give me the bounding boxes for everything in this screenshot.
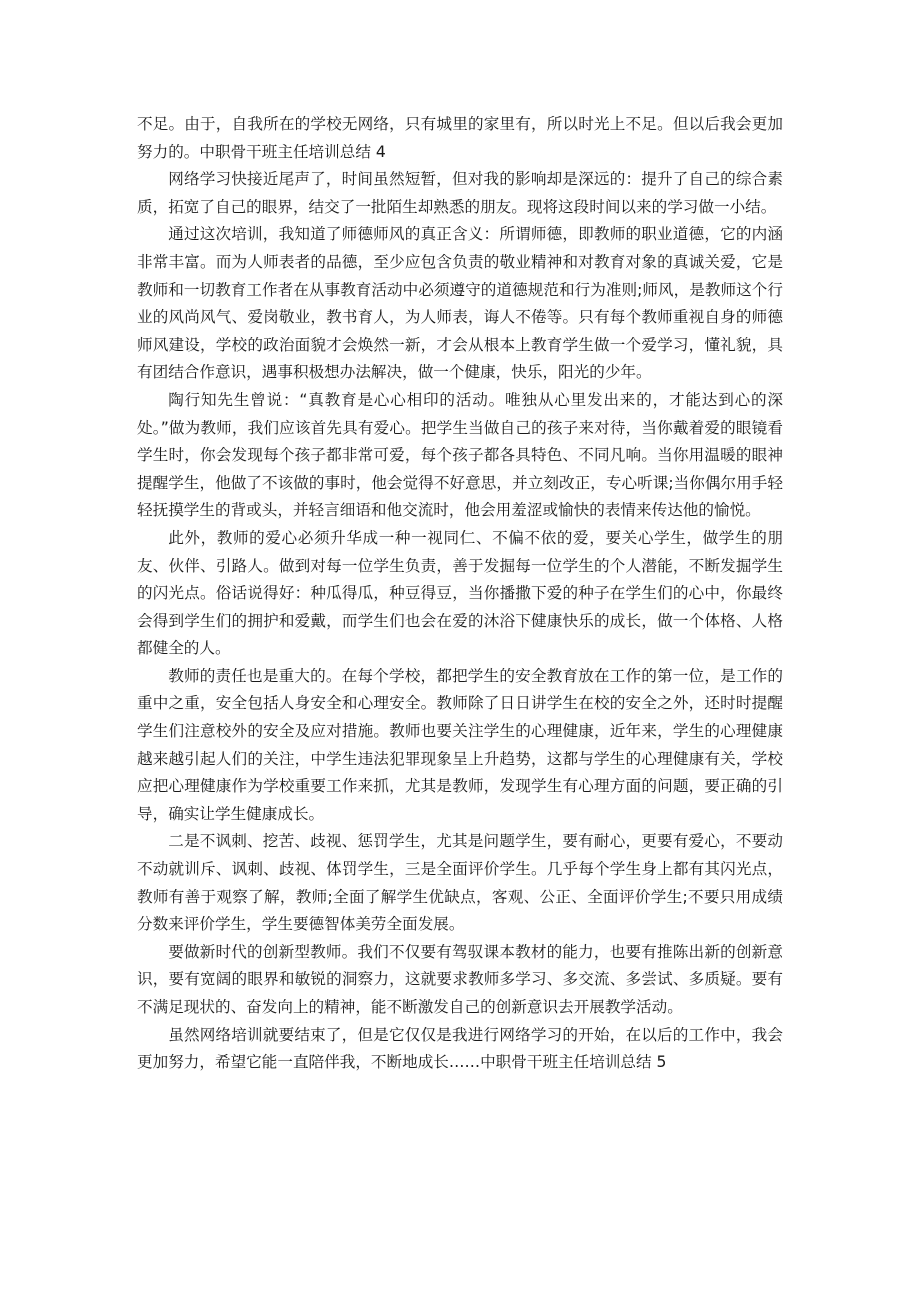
paragraph-continuation: 不足。由于，自我所在的学校无网络，只有城里的家里有，所以时光上不足。但以后我会更加努力的。中职骨干班主任培训总结 4 (137, 115, 783, 161)
paragraph-evaluation: 二是不讽刺、挖苦、歧视、惩罚学生，尤其是问题学生，要有耐心，更要有爱心，不要动不动就训斥、讽刺、歧视、体罚学生，三是全面评价学生。几乎每个学生身上都有其闪光点，教师有善于观察了解，教师;全面了解学生优缺点，客观、公正、全面评价学生;不要只用成绩分数来评价学生，学生要德智体美劳全面发展。 (137, 832, 783, 934)
paragraph-love: 陶行知先生曾说：“真教育是心心相印的活动。唯独从心里发出来的，才能达到心的深处。”做为教师，我们应该首先具有爱心。把学生当做自己的孩子来对待，当你戴着爱的眼镜看学生时，你会发现每个孩子都非常可爱，每个孩子都各具特色、不同凡响。当你用温暖的眼神提醒学生，他做了不该做的事时，他会觉得不好意思，并立刻改正，专心听课;当你偶尔用手轻轻抚摸学生的背或头，并轻言细语和他交流时，他会用羞涩或愉快的表情来传达他的愉悦。 (137, 390, 783, 520)
paragraph-conclusion: 虽然网络培训就要结束了，但是它仅仅是我进行网络学习的开始，在以后的工作中，我会更加努力，希望它能一直陪伴我，不断地成长……中职骨干班主任培训总结 5 (137, 1025, 783, 1072)
paragraph-responsibility: 教师的责任也是重大的。在每个学校，都把学生的安全教育放在工作的第一位，是工作的重中之重，安全包括人身安全和心理安全。教师除了日日讲学生在校的安全之外，还时时提醒学生们注意校外的安全及应对措施。教师也要关注学生的心理健康，近年来，学生的心理健康越来越引起人们的关注，中学生违法犯罪现象呈上升趋势，这都与学生的心理健康有关，学校应把心理健康作为学校重要工作来抓，尤其是教师，发现学生有心理方面的问题，要正确的引导，确实让学生健康成长。 (137, 666, 783, 823)
paragraph-equal-love: 此外，教师的爱心必须升华成一种一视同仁、不偏不依的爱，要关心学生，做学生的朋友、伙伴、引路人。做到对每一位学生负责，善于发掘每一位学生的个人潜能，不断发掘学生的闪光点。俗话说得好：种瓜得瓜，种豆得豆，当你播撒下爱的种子在学生们的心中，你最终会得到学生们的拥护和爱戴，而学生们也会在爱的沐浴下健康快乐的成长，做一个体格、人格都健全的人。 (137, 528, 783, 658)
document-body (137, 111, 783, 1077)
paragraph-innovation: 要做新时代的创新型教师。我们不仅要有驾驭课本教材的能力，也要有推陈出新的创新意识，要有宽阔的眼界和敏锐的洞察力，这就要求教师多学习、多交流、多尝试、多质疑。要有不满足现状的、奋发向上的精神，能不断激发自己的创新意识去开展教学活动。 (137, 942, 783, 1016)
paragraph-teacher-ethics: 通过这次培训，我知道了师德师风的真正含义：所谓师德，即教师的职业道德，它的内涵非常丰富。而为人师表者的品德，至少应包含负责的敬业精神和对教育对象的真诚关爱，它是教师和一切教育工作者在从事教育活动中必须遵守的道德规范和行为准则;师风，是教师这个行业的风尚风气、爱岗敬业，教书育人，为人师表，诲人不倦等。只有每个教师重视自身的师德师风建设，学校的政治面貌才会焕然一新，才会从根本上教育学生做一个爱学习，懂礼貌，具有团结合作意识，遇事积极想办法解决，做一个健康，快乐，阳光的少年。 (137, 225, 783, 382)
paragraph-intro: 网络学习快接近尾声了，时间虽然短暂，但对我的影响却是深远的：提升了自己的综合素质，拓宽了自己的眼界，结交了一批陌生却熟悉的朋友。现将这段时间以来的学习做一小结。 (137, 170, 783, 216)
